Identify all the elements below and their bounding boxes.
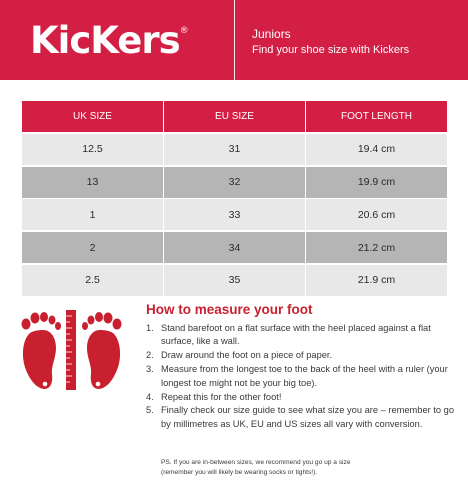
step-number: 3. xyxy=(146,364,154,375)
list-item xyxy=(146,349,456,362)
step-text: Draw around the foot on a piece of paper. xyxy=(161,350,333,361)
howto-title: How to measure your foot xyxy=(146,302,313,317)
header-banner xyxy=(0,0,468,80)
uk-size-cell: 1 xyxy=(22,199,163,230)
foot-length-cell: 21.2 cm xyxy=(305,232,447,263)
column-header-eu-size: EU SIZE xyxy=(163,101,305,132)
list-item xyxy=(146,322,456,349)
table-row xyxy=(22,134,447,165)
size-table xyxy=(22,101,447,298)
step-number: 4. xyxy=(146,391,154,402)
table-row xyxy=(22,167,447,198)
foot-length-cell: 21.9 cm xyxy=(305,265,447,296)
eu-size-cell: 32 xyxy=(163,167,305,198)
step-text: Measure from the longest toe to the back of the heel with a ruler (your longest toe might not be your big toe). xyxy=(161,364,448,388)
uk-size-cell: 2.5 xyxy=(22,265,163,296)
foot-length-cell: 20.6 cm xyxy=(305,199,447,230)
ps-note-line: PS. If you are in-between sizes, we recommend you go up a size xyxy=(161,459,351,466)
table-row xyxy=(22,232,447,263)
step-text: Repeat this for the other foot! xyxy=(161,391,282,402)
feet-measurement-icon xyxy=(12,300,132,400)
list-item xyxy=(146,363,456,390)
uk-size-cell: 13 xyxy=(22,167,163,198)
column-header-foot-length: FOOT LENGTH xyxy=(305,101,447,132)
table-row xyxy=(22,199,447,230)
eu-size-cell: 35 xyxy=(163,265,305,296)
list-item xyxy=(146,391,456,404)
uk-size-cell: 12.5 xyxy=(22,134,163,165)
header-divider xyxy=(234,0,235,80)
instruction-list xyxy=(146,322,456,432)
uk-size-cell: 2 xyxy=(22,232,163,263)
ps-note-line: (remember you will likely be wearing socks or tights!). xyxy=(161,469,318,476)
foot-length-cell: 19.4 cm xyxy=(305,134,447,165)
kickers-logo: KicKers® xyxy=(30,19,189,62)
list-item xyxy=(146,404,456,431)
table-row xyxy=(22,265,447,296)
eu-size-cell: 33 xyxy=(163,199,305,230)
header-title: Juniors xyxy=(252,27,291,41)
step-number: 2. xyxy=(146,350,154,361)
step-text: Stand barefoot on a flat surface with the heel placed against a flat surface, like a wall. xyxy=(161,323,431,347)
eu-size-cell: 34 xyxy=(163,232,305,263)
step-number: 1. xyxy=(146,323,154,333)
ps-note xyxy=(161,458,461,478)
step-number: 5. xyxy=(146,405,154,416)
table-header-row xyxy=(22,101,447,132)
header-subtitle: Find your shoe size with Kickers xyxy=(252,44,410,56)
eu-size-cell: 31 xyxy=(163,134,305,165)
column-header-uk-size: UK SIZE xyxy=(22,101,163,132)
step-text: Finally check our size guide to see what size you are – remember to go by millimetres as UK, EU and US sizes all vary with conversion. xyxy=(161,405,454,429)
foot-length-cell: 19.9 cm xyxy=(305,167,447,198)
